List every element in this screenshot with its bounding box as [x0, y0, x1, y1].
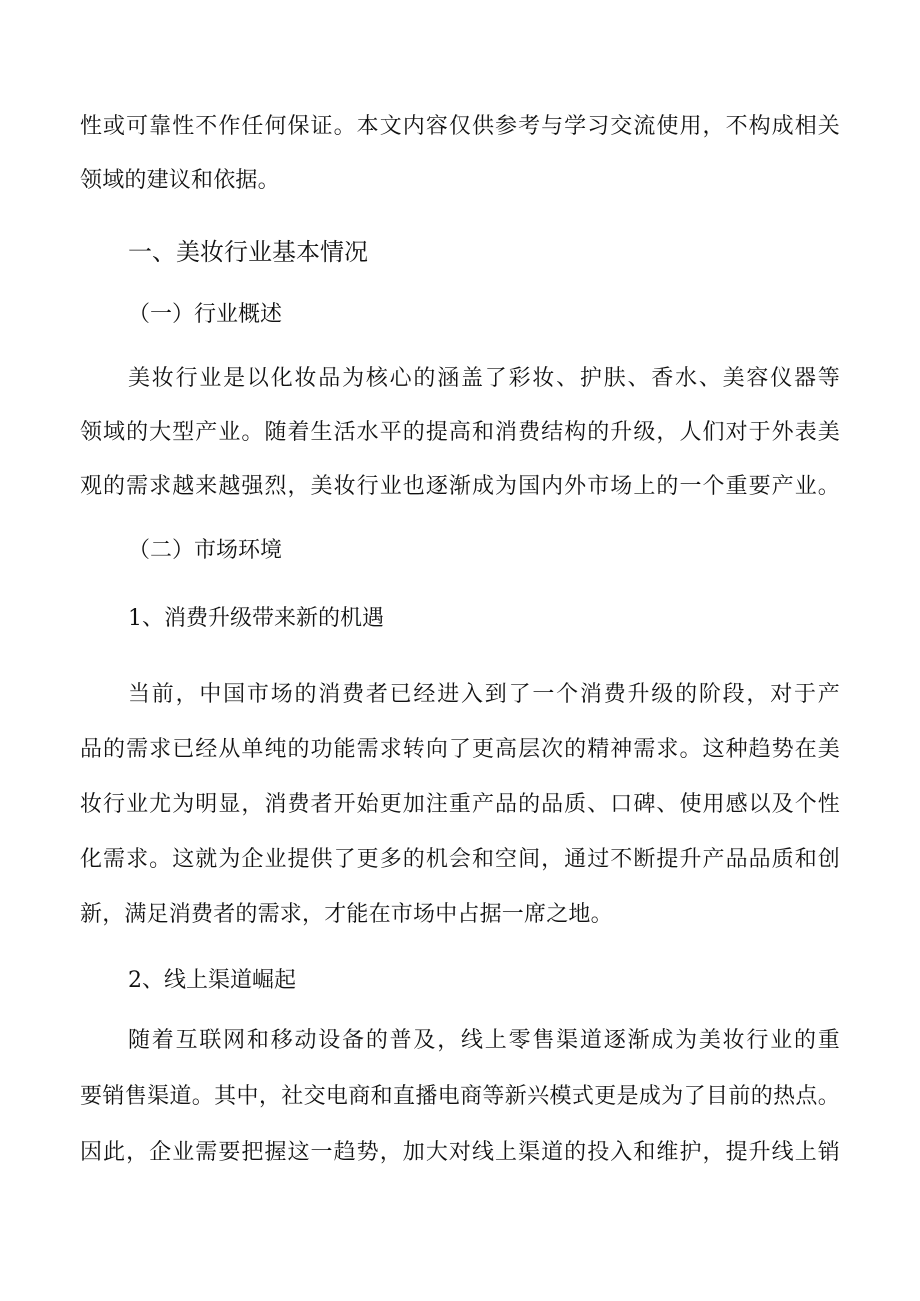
- consumption-line-2: 品的需求已经从单纯的功能需求转向了更高层次的精神需求。这种趋势在美: [80, 737, 840, 762]
- overview-line-2: 领域的大型产业。随着生活水平的提高和消费结构的升级，人们对于外表美: [80, 420, 840, 445]
- consumption-line-3: 妆行业尤为明显，消费者开始更加注重产品的品质、口碑、使用感以及个性: [80, 792, 840, 817]
- consumption-line-5: 新，满足消费者的需求，才能在市场中占据一席之地。: [80, 902, 613, 927]
- overview-line-3: 观的需求越来越强烈，美妆行业也逐渐成为国内外市场上的一个重要产业。: [80, 474, 840, 499]
- intro-line-2: 领域的建议和依据。: [80, 168, 280, 193]
- online-line-3: 因此，企业需要把握这一趋势，加大对线上渠道的投入和维护，提升线上销: [80, 1140, 840, 1165]
- subsection-heading-market: （二）市场环境: [128, 538, 283, 563]
- subsection-heading-overview: （一）行业概述: [128, 302, 283, 327]
- online-line-2: 要销售渠道。其中，社交电商和直播电商等新兴模式更是成为了目前的热点。: [80, 1084, 840, 1109]
- intro-line-1: 性或可靠性不作任何保证。本文内容仅供参考与学习交流使用，不构成相关: [80, 114, 840, 139]
- consumption-line-1: 当前，中国市场的消费者已经进入到了一个消费升级的阶段，对于产: [128, 682, 840, 707]
- item-heading-online: 2、线上渠道崛起: [128, 968, 296, 993]
- overview-line-1: 美妆行业是以化妆品为核心的涵盖了彩妆、护肤、香水、美容仪器等: [128, 366, 840, 391]
- item-heading-consumption: 1、消费升级带来新的机遇: [128, 606, 384, 631]
- online-line-1: 随着互联网和移动设备的普及，线上零售渠道逐渐成为美妆行业的重: [128, 1028, 840, 1053]
- consumption-line-4: 化需求。这就为企业提供了更多的机会和空间，通过不断提升产品品质和创: [80, 847, 840, 872]
- section-heading: 一、美妆行业基本情况: [128, 238, 368, 266]
